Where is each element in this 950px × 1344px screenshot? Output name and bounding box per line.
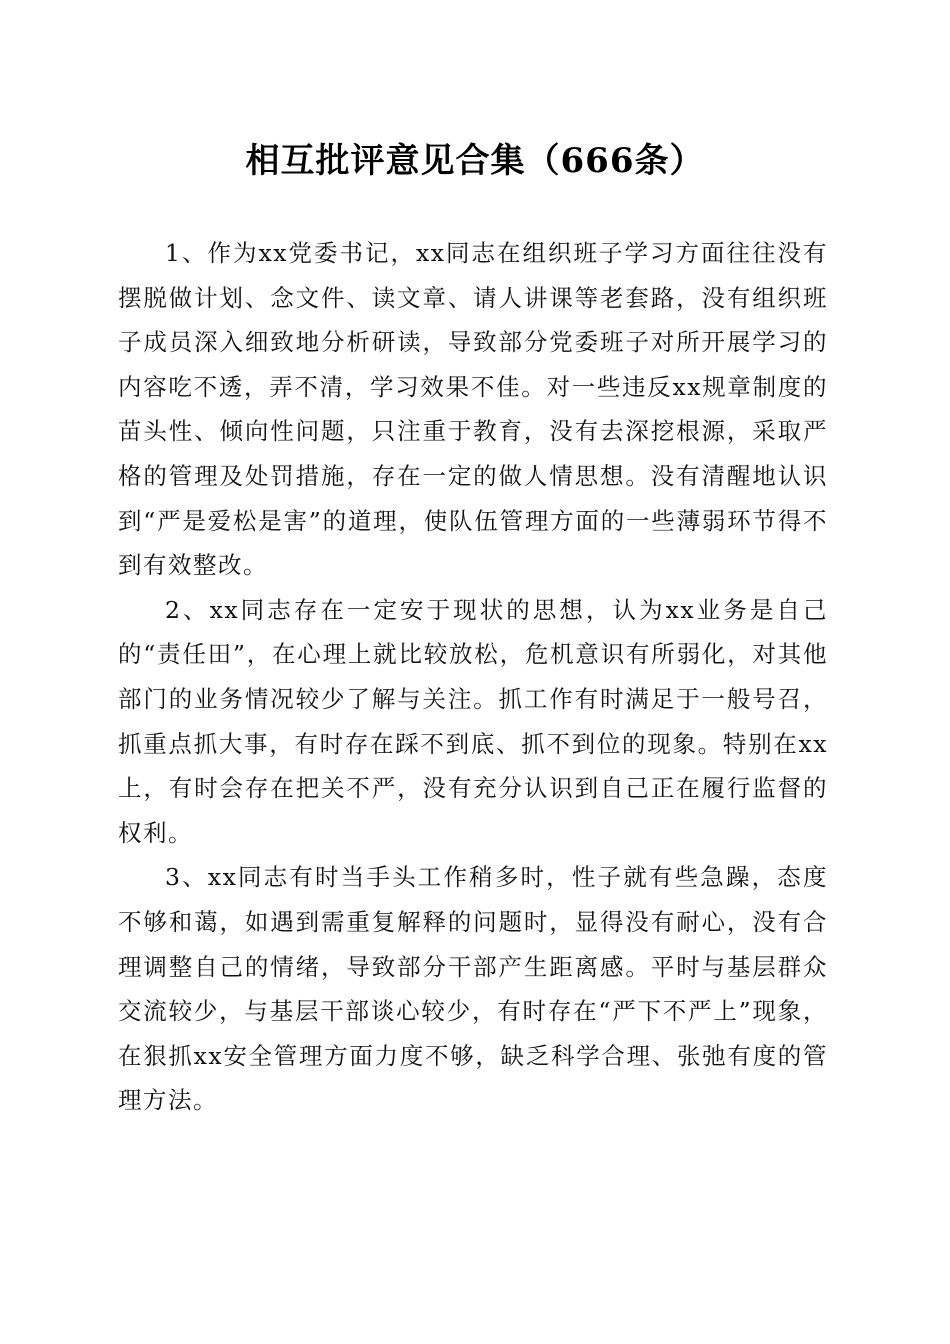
document-title: 相互批评意见合集（666条）	[245, 141, 705, 181]
document-body	[118, 231, 828, 1123]
paragraph-2: 2、xx同志存在一定安于现状的思想，认为xx业务是自己的“责任田”，在心理上就比较放松，危机意识有所弱化，对其他部门的业务情况较少了解与关注。抓工作有时满足于一般号召，抓重点抓大事，有时存在踩不到底、抓不到位的现象。特别在xx上，有时会存在把关不严，没有充分认识到自己正在履行监督的权利。	[118, 595, 828, 847]
paragraph-1: 1、作为xx党委书记，xx同志在组织班子学习方面往往没有摆脱做计划、念文件、读文章、请人讲课等老套路，没有组织班子成员深入细致地分析研读，导致部分党委班子对所开展学习的内容吃不透，弄不清，学习效果不佳。对一些违反xx规章制度的苗头性、倾向性问题，只注重于教育，没有去深挖根源，采取严格的管理及处罚措施，存在一定的做人情思想。没有清醒地认识到“严是爱松是害”的道理，使队伍管理方面的一些薄弱环节得不到有效整改。	[118, 239, 828, 580]
paragraph-3: 3、xx同志有时当手头工作稍多时，性子就有些急躁，态度不够和蔼，如遇到需重复解释的问题时，显得没有耐心，没有合理调整自己的情绪，导致部分干部产生距离感。平时与基层群众交流较少，与基层干部谈心较少，有时存在“严下不严上”现象，在狠抓xx安全管理方面力度不够，缺乏科学合理、张弛有度的管理方法。	[118, 863, 828, 1115]
